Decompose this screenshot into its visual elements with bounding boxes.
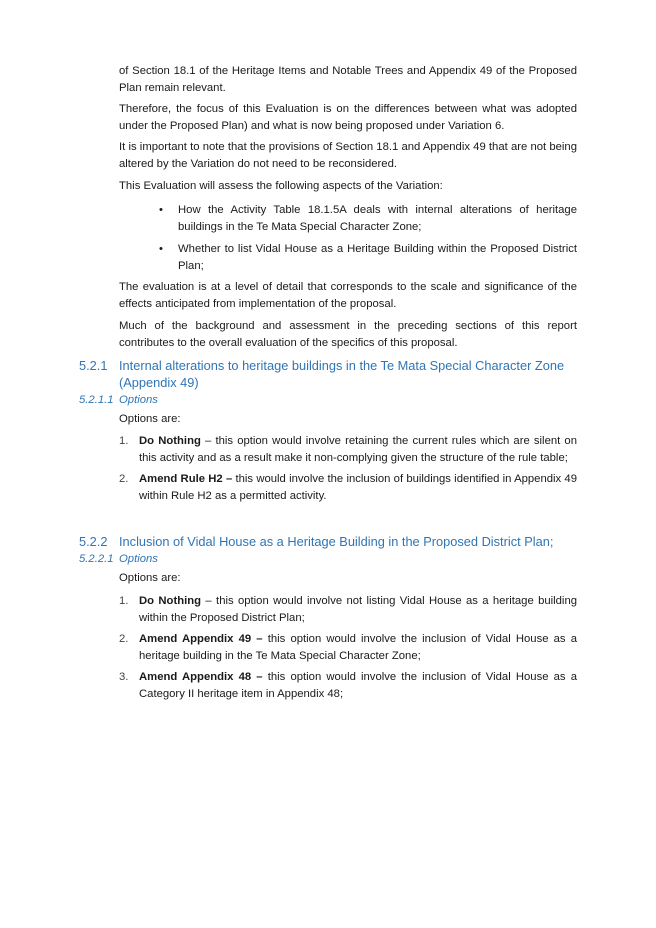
paragraph-note: It is important to note that the provisions of Section 18.1 and Appendix 49 that are not being altered by the Variation do not need to be reconsidered. [119, 141, 577, 170]
list-rest: this would involve the inclusion of buildings identified in Appendix 49 within Rule H2 as a permitted activity. [139, 473, 577, 502]
options-intro: Options are: [119, 572, 181, 584]
paragraph-continuation: of Section 18.1 of the Heritage Items and Notable Trees and Appendix 49 of the Proposed Plan remain relevant. [119, 65, 577, 94]
bullet-text: Whether to list Vidal House as a Heritage Building within the Proposed District Plan; [178, 243, 577, 272]
list-text [139, 593, 577, 626]
list-bold: Do Nothing [139, 435, 201, 447]
subsection-title: Options [119, 394, 158, 406]
section-title: Internal alterations to heritage buildings in the Te Mata Special Character Zone (Appendix 49) [119, 358, 565, 390]
list-bold: Amend Rule H2 – [139, 473, 233, 485]
subsection-number: 5.2.2.1 [79, 553, 114, 565]
list-rest: this option would involve the inclusion of Vidal House as a heritage building in the Te Mata Special Character Zone; [139, 633, 577, 662]
list-text [139, 669, 577, 702]
list-number: 3. [119, 671, 129, 683]
list-number: 1. [119, 435, 129, 447]
list-text [139, 433, 577, 466]
list-number: 2. [119, 473, 129, 485]
bullet-text: How the Activity Table 18.1.5A deals with internal alterations of heritage buildings in the Te Mata Special Character Zone; [178, 204, 577, 233]
list-rest: – this option would involve retaining the current rules which are silent on this activity and as a result make it non-complying given the structure of the rule table; [139, 435, 577, 464]
paragraph-assess: This Evaluation will assess the following aspects of the Variation: [119, 180, 443, 192]
section-title: Inclusion of Vidal House as a Heritage Building in the Proposed District Plan; [119, 534, 554, 549]
bullet-icon: • [159, 204, 163, 216]
list-text [139, 631, 577, 664]
list-rest: this option would involve the inclusion of Vidal House as a Category II heritage item in Appendix 48; [139, 671, 577, 700]
list-rest: – this option would involve not listing Vidal House as a heritage building within the Proposed District Plan; [139, 595, 578, 624]
section-number: 5.2.1 [79, 358, 108, 373]
list-bold: Amend Appendix 48 – [139, 671, 263, 683]
list-bold: Do Nothing [139, 595, 202, 607]
section-number: 5.2.2 [79, 534, 108, 549]
paragraph-level-of-detail: The evaluation is at a level of detail that corresponds to the scale and significance of the effects anticipated from implementation of the proposal. [119, 281, 577, 310]
list-bold: Amend Appendix 49 – [139, 633, 263, 645]
bullet-icon: • [159, 243, 163, 255]
list-number: 2. [119, 633, 129, 645]
paragraph-focus: Therefore, the focus of this Evaluation is on the differences between what was adopted under the Proposed Plan) and what is now being proposed under Variation 6. [119, 103, 577, 132]
options-intro: Options are: [119, 413, 181, 425]
list-number: 1. [119, 595, 129, 607]
list-text [139, 471, 577, 504]
subsection-title: Options [119, 553, 158, 565]
subsection-number: 5.2.1.1 [79, 394, 114, 406]
paragraph-background: Much of the background and assessment in the preceding sections of this report contributes to the overall evaluation of the specifics of this proposal. [119, 320, 577, 349]
